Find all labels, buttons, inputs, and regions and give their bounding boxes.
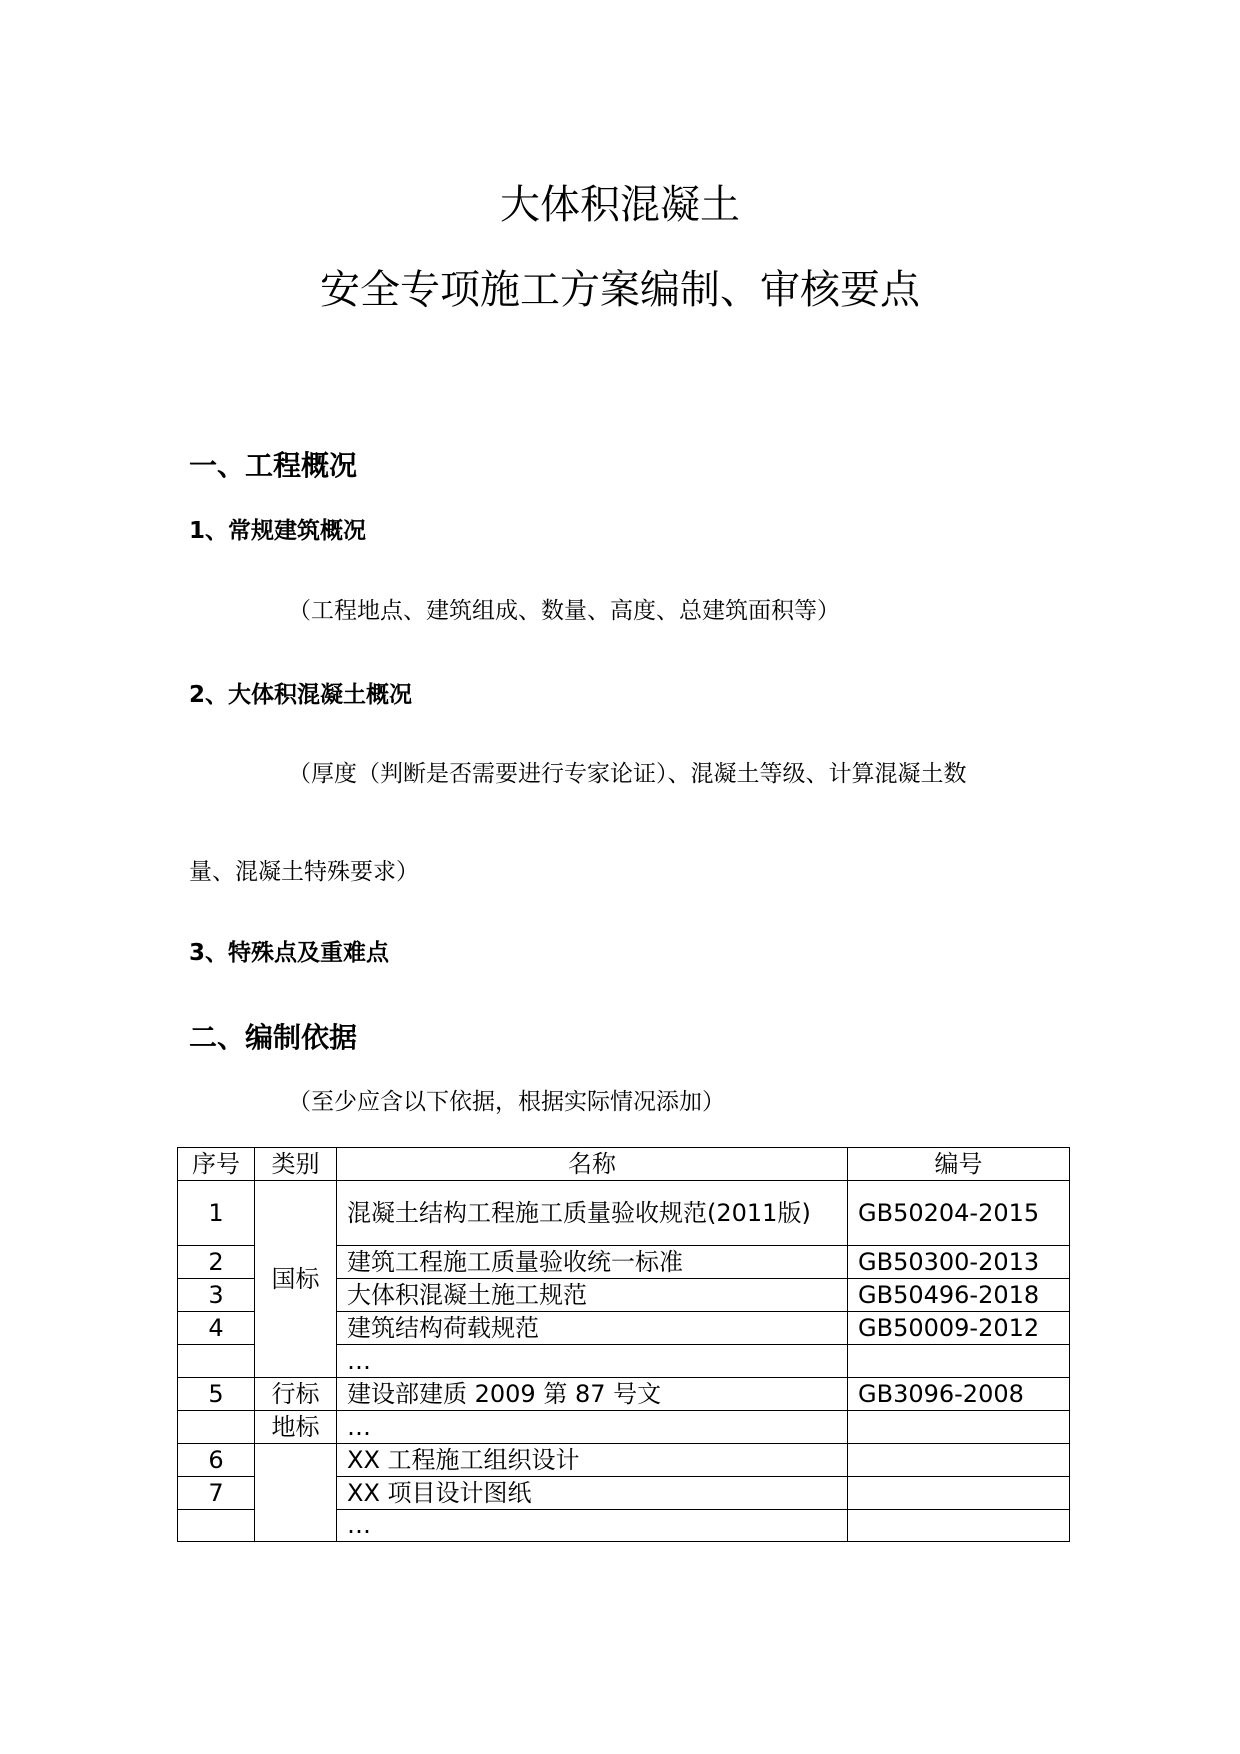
subsection-heading-mass-concrete: 2、大体积混凝土概况 — [189, 682, 413, 708]
section-heading-basis: 二、编制依据 — [189, 1021, 358, 1054]
row-code: GB50009-2012 — [848, 1312, 1070, 1345]
building-overview-note: （工程地点、建筑组成、数量、高度、总建筑面积等） — [288, 598, 840, 624]
document-title-line1: 大体积混凝土 — [500, 182, 740, 228]
basis-table — [177, 1147, 1070, 1542]
table-header-row — [178, 1148, 1070, 1181]
row-name: … — [337, 1510, 848, 1542]
row-name: XX 项目设计图纸 — [337, 1477, 848, 1510]
table-row — [178, 1411, 1070, 1444]
mass-concrete-note-line1: （厚度（判断是否需要进行专家论证）、混凝土等级、计算混凝土数 — [288, 761, 967, 787]
header-category: 类别 — [255, 1148, 337, 1181]
row-code: GB3096-2008 — [848, 1378, 1070, 1411]
subsection-heading-building: 1、常规建筑概况 — [189, 518, 367, 544]
row-no — [178, 1345, 255, 1378]
table-row — [178, 1444, 1070, 1477]
row-code: GB50204-2015 — [848, 1181, 1070, 1246]
section-heading-overview: 一、工程概况 — [189, 449, 358, 482]
header-code: 编号 — [848, 1148, 1070, 1181]
row-no: 6 — [178, 1444, 255, 1477]
row-code — [848, 1510, 1070, 1542]
mass-concrete-note-line2: 量、混凝土特殊要求） — [189, 859, 419, 885]
row-no: 2 — [178, 1246, 255, 1279]
table-row — [178, 1378, 1070, 1411]
row-name: … — [337, 1411, 848, 1444]
row-code — [848, 1411, 1070, 1444]
row-no: 3 — [178, 1279, 255, 1312]
subsection-heading-key-points: 3、特殊点及重难点 — [189, 940, 390, 966]
row-code — [848, 1477, 1070, 1510]
document-title-line2: 安全专项施工方案编制、审核要点 — [320, 267, 920, 313]
row-no — [178, 1411, 255, 1444]
row-no: 1 — [178, 1181, 255, 1246]
row-name: 建筑结构荷载规范 — [337, 1312, 848, 1345]
header-no: 序号 — [178, 1148, 255, 1181]
row-name: 建筑工程施工质量验收统一标准 — [337, 1246, 848, 1279]
category-dibiao: 地标 — [255, 1411, 337, 1444]
row-code: GB50496-2018 — [848, 1279, 1070, 1312]
row-no — [178, 1510, 255, 1542]
row-code — [848, 1444, 1070, 1477]
category-guobiao: 国标 — [255, 1181, 337, 1378]
row-no: 4 — [178, 1312, 255, 1345]
row-name: … — [337, 1345, 848, 1378]
basis-note: （至少应含以下依据，根据实际情况添加） — [288, 1089, 725, 1115]
row-name: 建设部建质 2009 第 87 号文 — [337, 1378, 848, 1411]
row-name: XX 工程施工组织设计 — [337, 1444, 848, 1477]
row-code: GB50300-2013 — [848, 1246, 1070, 1279]
row-no: 5 — [178, 1378, 255, 1411]
row-code — [848, 1345, 1070, 1378]
category-other — [255, 1444, 337, 1542]
row-name: 混凝土结构工程施工质量验收规范(2011版) — [337, 1181, 848, 1246]
row-no: 7 — [178, 1477, 255, 1510]
table-row — [178, 1181, 1070, 1246]
header-name: 名称 — [337, 1148, 848, 1181]
row-name: 大体积混凝土施工规范 — [337, 1279, 848, 1312]
category-hangbiao: 行标 — [255, 1378, 337, 1411]
